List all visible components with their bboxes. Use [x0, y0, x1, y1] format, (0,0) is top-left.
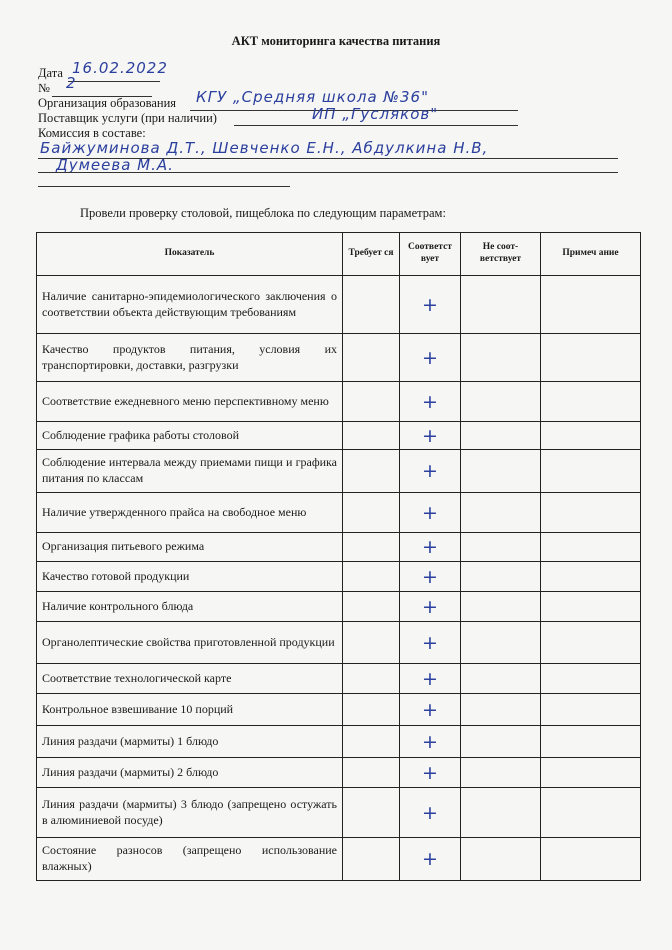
row-not-complies [461, 838, 541, 881]
commission-line1: Байжуминова Д.Т., Шевченко Е.Н., Абдулкина Н.В, [40, 139, 489, 157]
header-required: Требует ся [343, 233, 400, 276]
row-note [541, 838, 641, 881]
row-indicator: Линия раздачи (мармиты) 1 блюдо [37, 726, 343, 758]
commission-underline-3 [38, 186, 290, 187]
row-indicator: Наличие санитарно-эпидемиологического заключения о соответствии объекта действующим требованиям [37, 276, 343, 334]
table-row [37, 334, 641, 382]
row-not-complies [461, 493, 541, 533]
row-note [541, 592, 641, 622]
commission-underline-2 [38, 172, 618, 173]
row-required [343, 533, 400, 562]
commission-label: Комиссия в составе: [38, 126, 146, 140]
row-not-complies [461, 334, 541, 382]
date-label: Дата [38, 66, 63, 80]
table-row [37, 622, 641, 664]
row-not-complies [461, 758, 541, 788]
row-complies: + [400, 788, 461, 838]
row-not-complies [461, 382, 541, 422]
row-note [541, 450, 641, 493]
table-row [37, 562, 641, 592]
row-complies: + [400, 622, 461, 664]
row-not-complies [461, 622, 541, 664]
row-indicator: Состояние разносов (запрещено использование влажных) [37, 838, 343, 881]
row-required [343, 622, 400, 664]
row-required [343, 334, 400, 382]
table-row [37, 493, 641, 533]
row-complies: + [400, 382, 461, 422]
row-indicator: Наличие утвержденного прайса на свободное меню [37, 493, 343, 533]
row-indicator: Организация питьевого режима [37, 533, 343, 562]
row-required [343, 664, 400, 694]
row-indicator: Соответствие ежедневного меню перспективному меню [37, 382, 343, 422]
row-indicator: Контрольное взвешивание 10 порций [37, 694, 343, 726]
row-not-complies [461, 726, 541, 758]
document-title: АКТ мониторинга качества питания [231, 34, 441, 48]
commission-line2: Думеева М.А. [56, 156, 174, 174]
number-label: № [38, 81, 50, 95]
row-note [541, 788, 641, 838]
row-required [343, 276, 400, 334]
intro-text: Провели проверку столовой, пищеблока по следующим параметрам: [80, 206, 446, 220]
row-indicator: Качество готовой продукции [37, 562, 343, 592]
row-note [541, 422, 641, 450]
table-row [37, 838, 641, 881]
row-not-complies [461, 664, 541, 694]
row-complies: + [400, 664, 461, 694]
row-required [343, 493, 400, 533]
row-note [541, 382, 641, 422]
row-complies: + [400, 422, 461, 450]
supplier-value: ИП „Гусляков" [312, 105, 439, 123]
row-required [343, 592, 400, 622]
row-required [343, 382, 400, 422]
table-row [37, 592, 641, 622]
row-not-complies [461, 450, 541, 493]
row-complies: + [400, 276, 461, 334]
row-not-complies [461, 276, 541, 334]
row-indicator: Соблюдение интервала между приемами пищи и графика питания по классам [37, 450, 343, 493]
table-row [37, 533, 641, 562]
row-note [541, 276, 641, 334]
row-not-complies [461, 533, 541, 562]
supplier-label: Поставщик услуги (при наличии) [38, 111, 217, 125]
row-indicator: Соблюдение графика работы столовой [37, 422, 343, 450]
row-required [343, 788, 400, 838]
row-required [343, 694, 400, 726]
row-required [343, 758, 400, 788]
header-note: Примеч ание [541, 233, 641, 276]
row-complies: + [400, 334, 461, 382]
table-row [37, 382, 641, 422]
inspection-table [36, 232, 641, 881]
row-not-complies [461, 788, 541, 838]
row-note [541, 664, 641, 694]
table-row [37, 726, 641, 758]
row-note [541, 334, 641, 382]
date-value: 16.02.2022 [72, 59, 168, 77]
row-required [343, 726, 400, 758]
row-note [541, 726, 641, 758]
row-complies: + [400, 450, 461, 493]
row-not-complies [461, 422, 541, 450]
row-complies: + [400, 592, 461, 622]
table-row [37, 422, 641, 450]
row-complies: + [400, 758, 461, 788]
row-complies: + [400, 726, 461, 758]
table-row [37, 788, 641, 838]
table-row [37, 664, 641, 694]
supplier-underline [234, 125, 518, 126]
row-indicator: Качество продуктов питания, условия их транспортировки, доставки, разгрузки [37, 334, 343, 382]
row-required [343, 450, 400, 493]
row-required [343, 838, 400, 881]
row-note [541, 533, 641, 562]
row-complies: + [400, 533, 461, 562]
table-row [37, 450, 641, 493]
table-header-row [37, 233, 641, 276]
row-note [541, 622, 641, 664]
org-value: КГУ „Средняя школа №36" [196, 88, 429, 106]
row-note [541, 758, 641, 788]
row-not-complies [461, 694, 541, 726]
row-note [541, 493, 641, 533]
table-row [37, 694, 641, 726]
row-indicator: Органолептические свойства приготовленной продукции [37, 622, 343, 664]
org-label: Организация образования [38, 96, 177, 110]
row-not-complies [461, 562, 541, 592]
row-indicator: Соответствие технологической карте [37, 664, 343, 694]
row-complies: + [400, 562, 461, 592]
row-indicator: Линия раздачи (мармиты) 3 блюдо (запрещено остужать в алюминиевой посуде) [37, 788, 343, 838]
table-row [37, 758, 641, 788]
row-complies: + [400, 838, 461, 881]
date-underline [68, 81, 160, 82]
row-note [541, 694, 641, 726]
row-indicator: Наличие контрольного блюда [37, 592, 343, 622]
row-required [343, 422, 400, 450]
number-value: 2 [66, 74, 77, 92]
header-indicator: Показатель [37, 233, 343, 276]
header-complies: Соответст вует [400, 233, 461, 276]
header-not-complies: Не соот- ветствует [461, 233, 541, 276]
row-note [541, 562, 641, 592]
row-complies: + [400, 493, 461, 533]
row-required [343, 562, 400, 592]
row-not-complies [461, 592, 541, 622]
row-indicator: Линия раздачи (мармиты) 2 блюдо [37, 758, 343, 788]
row-complies: + [400, 694, 461, 726]
table-row [37, 276, 641, 334]
